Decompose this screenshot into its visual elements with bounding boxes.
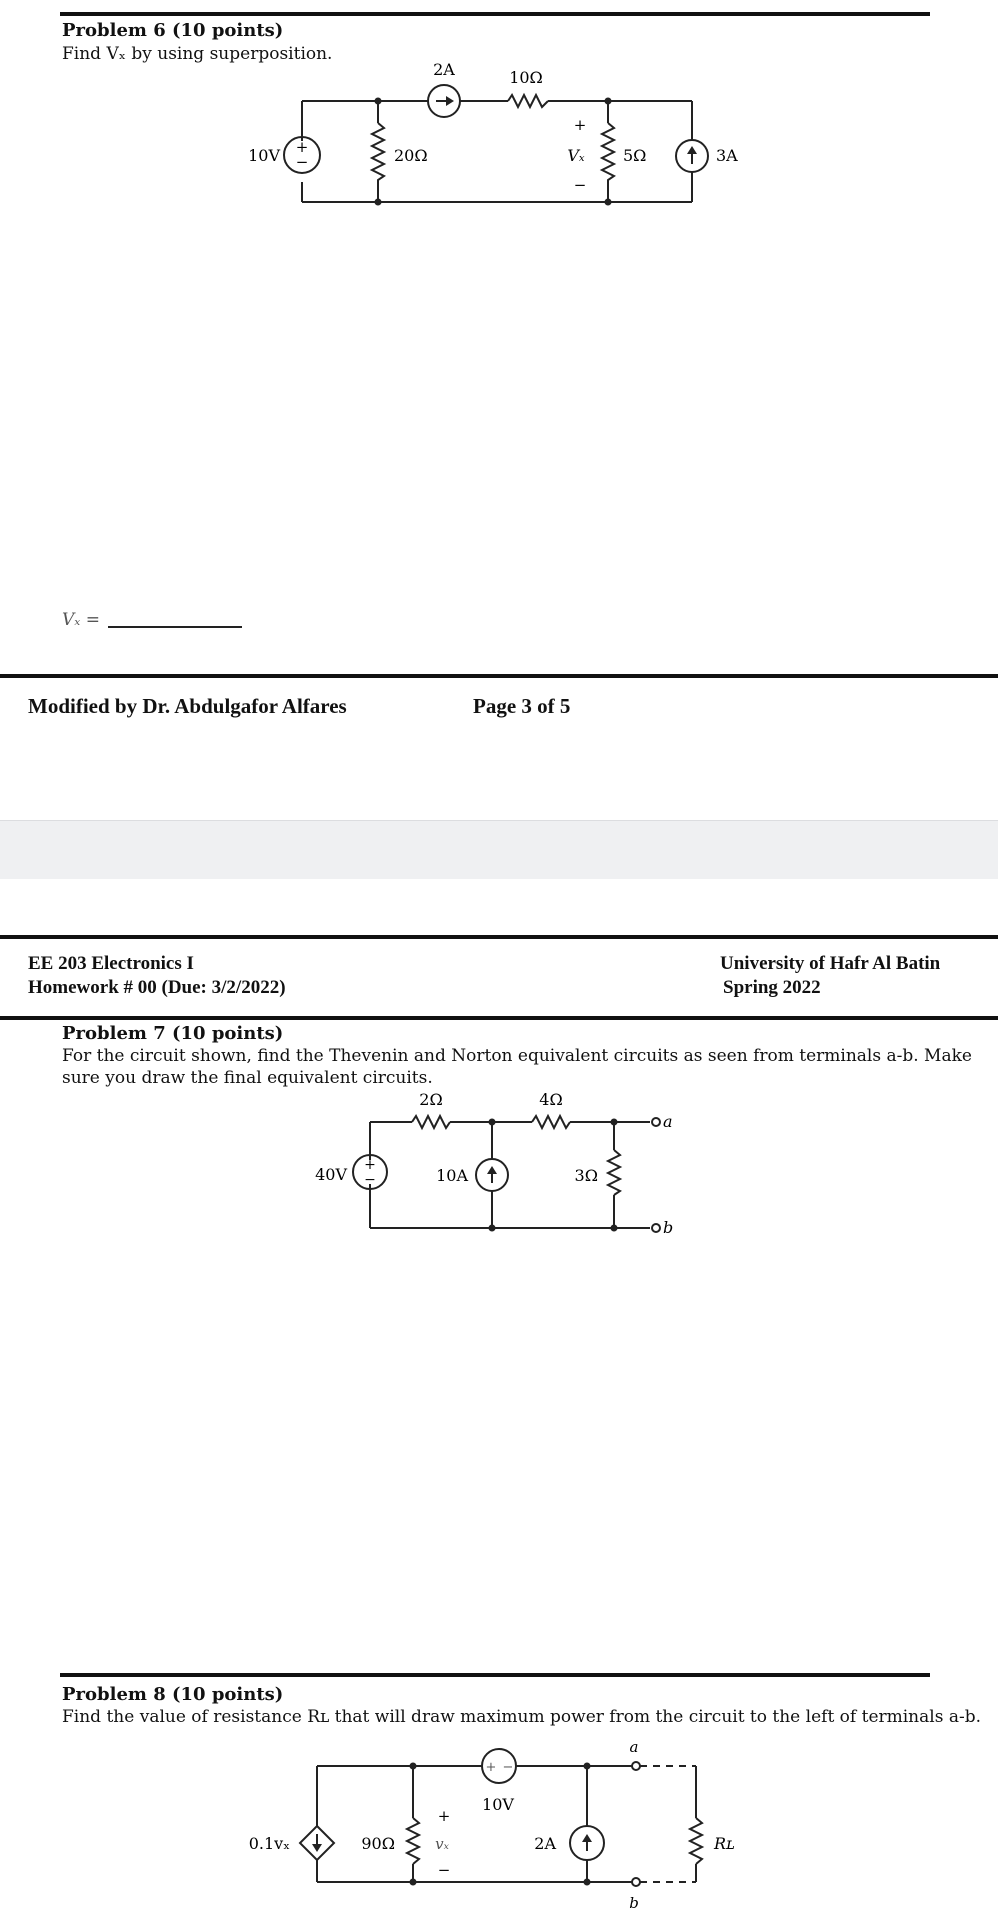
problem-8-circuit [0,1730,998,1920]
footer-page-number: Page 3 of 5 [473,694,571,718]
p6-plus: + [573,116,587,134]
header-course: EE 203 Electronics I [28,953,194,974]
p6-vsrc-label: 10V [248,146,280,165]
p6-r2-label: 10Ω [509,68,543,87]
p6-r3-label: 5Ω [623,146,647,165]
p6-vx-label: Vₓ [567,146,585,165]
problem-7-circuit [0,1080,998,1240]
p7-r1-label: 2Ω [419,1090,443,1109]
p6-r1-label: 20Ω [394,146,428,165]
vx-answer-blank[interactable] [108,626,242,628]
header-term: Spring 2022 [723,977,821,998]
p8-isrc-label: 2A [534,1834,556,1853]
p8-minus: − [437,1861,451,1879]
page4-top-rule [0,935,998,939]
p7-r3-label: 3Ω [574,1166,598,1185]
p6-minus: − [573,176,587,194]
p8-dep-src-label: 0.1vₓ [248,1834,290,1853]
svg-text:−: − [295,153,309,171]
page-gap [0,820,998,879]
problem-6-circuit [0,0,998,220]
p6-isrc2-label: 3A [716,146,738,165]
p7-term-b: b [663,1218,674,1237]
p8-vx-label: vₓ [435,1835,449,1853]
problem-8-title: Problem 8 (10 points) [62,1684,284,1705]
p8-vsrc-label: 10V [482,1795,514,1814]
svg-text:−: − [364,1172,376,1188]
svg-text:−: − [502,1760,514,1775]
p8-term-b: b [629,1894,639,1912]
svg-text:+: + [295,138,309,156]
header-homework: Homework # 00 (Due: 3/2/2022) [28,977,286,998]
p8-r1-label: 90Ω [361,1834,395,1853]
problem-6-text: Find Vₓ by using superposition. [62,44,333,64]
svg-text:+: + [364,1157,376,1173]
p8-term-a: a [629,1738,639,1756]
vx-answer-label: Vₓ = [62,610,100,630]
p7-isrc-label: 10A [436,1166,468,1185]
header-bottom-rule [0,1016,998,1020]
problem-7-text-line2: sure you draw the final equivalent circuits. [62,1068,433,1088]
p7-r2-label: 4Ω [539,1090,563,1109]
footer-author: Modified by Dr. Abdulgafor Alfares [28,694,347,718]
problem-7-title: Problem 7 (10 points) [62,1023,284,1044]
p7-term-a: a [663,1112,673,1131]
header-university: University of Hafr Al Batin [720,953,941,974]
p8-rl-label: Rʟ [714,1834,735,1853]
problem-8-rule [60,1673,930,1677]
p7-vsrc-label: 40V [315,1165,347,1184]
p8-plus: + [437,1807,451,1825]
page3-bottom-rule [0,674,998,678]
svg-text:+: + [485,1760,497,1775]
p6-isrc1-label: 2A [433,60,455,79]
problem-8-text: Find the value of resistance Rʟ that will draw maximum power from the circuit to the left of terminals a-b. [62,1707,981,1727]
problem-7-text-line1: For the circuit shown, find the Thevenin and Norton equivalent circuits as seen from terminals a-b. Make [62,1046,972,1066]
problem-6-title: Problem 6 (10 points) [62,20,284,41]
